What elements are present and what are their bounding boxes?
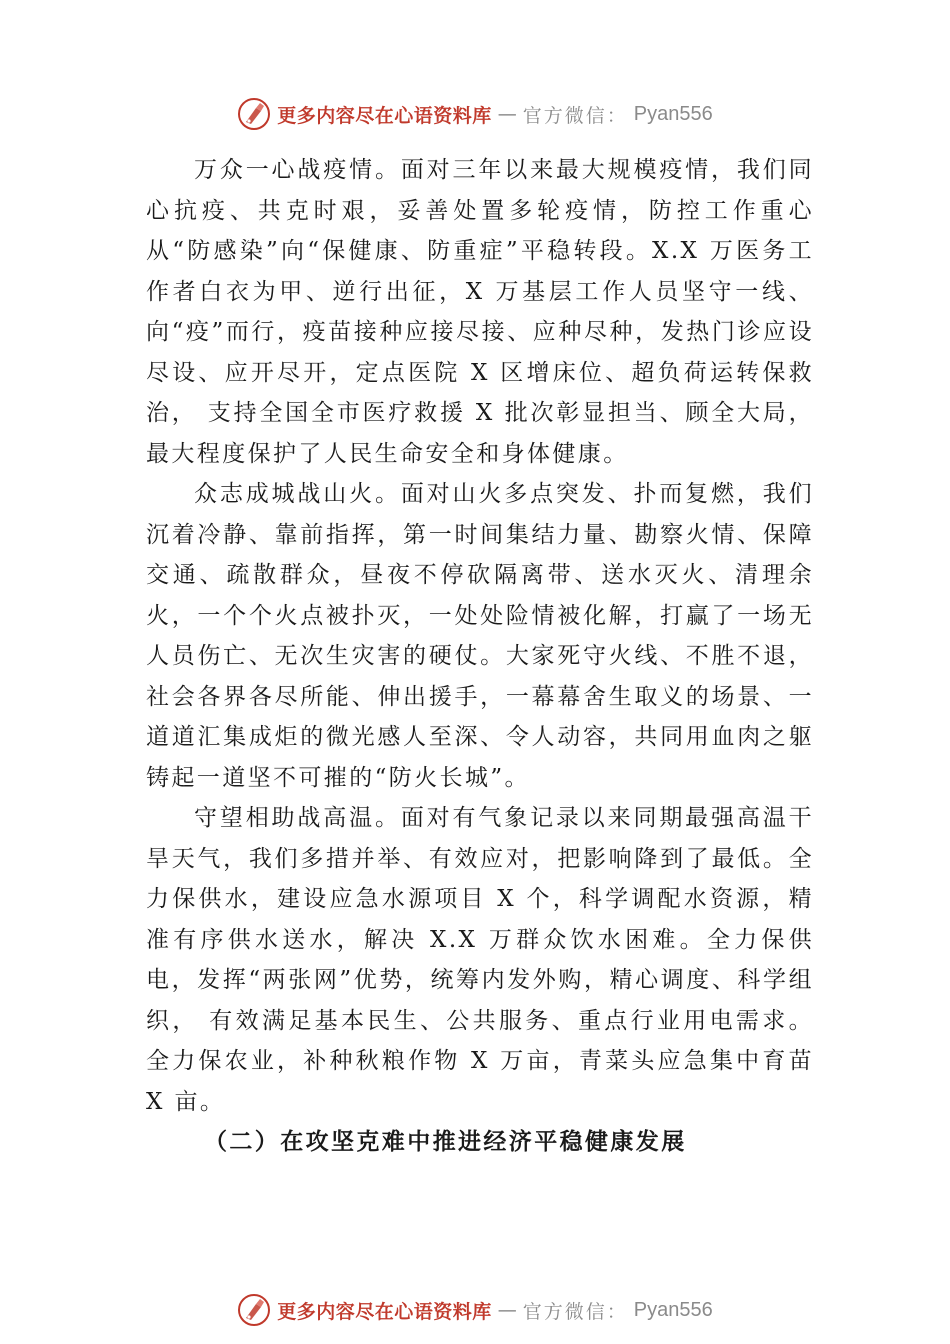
pen-nib-logo-icon xyxy=(237,1293,271,1327)
watermark-wechat-label: 官方微信： xyxy=(522,104,628,127)
watermark-library-text: 更多内容尽在心语资料库 xyxy=(277,1300,492,1323)
paragraph-wildfire: 众志成城战山火。面对山火多点突发、扑而复燃，我们沉着冷静、靠前指挥，第一时间集结力量、勘察火情、保障交通、疏散群众，昼夜不停砍隔离带、送水灭火、清理余火，一个个火点被扑灭，一处处险情被化解，打赢了一场无人员伤亡、无次生灾害的硬仗。大家死守火线、不胜不退，社会各界各尽所能、伸出援手，一幕幕舍生取义的场景、一道道汇集成炬的微光感人至深、令人动容，共同用血肉之躯铸起一道坚不可摧的“防火长城”。 xyxy=(146,481,814,791)
watermark-wechat-id: Pyan556 xyxy=(633,102,713,125)
watermark-wechat-id: Pyan556 xyxy=(633,1298,713,1321)
watermark-library-text: 更多内容尽在心语资料库 xyxy=(277,104,492,127)
watermark-separator: — xyxy=(497,1299,517,1321)
paragraph-heatwave: 守望相助战高温。面对有气象记录以来同期最强高温干旱天气，我们多措并举、有效应对，把影响降到了最低。全力保供水，建设应急水源项目 X 个，科学调配水资源，精准有序供水送水，解决 X.X 万群众饮水困难。全力保供电，发挥“两张网”优势，统筹内发外购，精心调度、科学组织， 有效满足基本民生、公共服务、重点行业用电需求。全力保农业，补种秋粮作物 X 万亩，青菜头应急集中育苗 X 亩。 xyxy=(146,805,814,1115)
document-body xyxy=(146,150,814,1163)
paragraph-epidemic: 万众一心战疫情。面对三年以来最大规模疫情，我们同心抗疫、共克时艰，妥善处置多轮疫情，防控工作重心从“防感染”向“保健康、防重症”平稳转段。X.X 万医务工作者白衣为甲、逆行出征，X 万基层工作人员坚守一线、向“疫”而行，疫苗接种应接尽接、应种尽种，发热门诊应设尽设、应开尽开，定点医院 X 区增床位、超负荷运转保救治， 支持全国全市医疗救援 X 批次彰显担当、顾全大局，最大程度保护了人民生命安全和身体健康。 xyxy=(146,157,814,467)
pen-nib-logo-icon xyxy=(237,97,271,131)
watermark-wechat-label: 官方微信： xyxy=(522,1300,628,1323)
header-watermark xyxy=(0,94,950,134)
watermark-separator: — xyxy=(497,103,517,125)
section-heading: （二）在攻坚克难中推进经济平稳健康发展 xyxy=(204,1128,687,1155)
footer-watermark xyxy=(0,1290,950,1330)
